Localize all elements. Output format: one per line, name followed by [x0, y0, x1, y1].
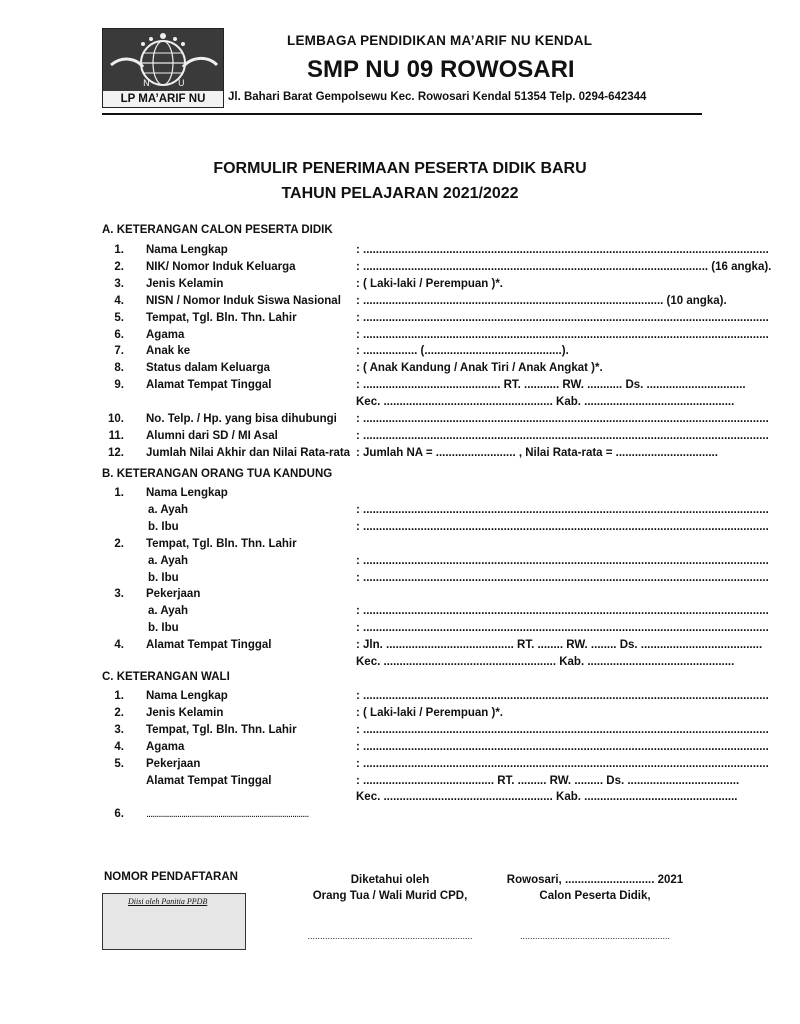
row-number: 1. [114, 690, 124, 702]
row-number: 2. [114, 260, 124, 273]
field-label: Agama [146, 328, 185, 341]
row-number: 4. [114, 639, 124, 652]
form-row [96, 791, 738, 807]
field-label: Tempat, Tgl. Bln. Thn. Lahir [146, 537, 297, 550]
form-row [96, 487, 706, 503]
field-label: Agama [146, 740, 185, 753]
form-title: FORMULIR PENERIMAAN PESERTA DIDIK BARU [213, 160, 587, 177]
form-row [96, 690, 769, 706]
field-label: b. Ibu [148, 571, 179, 584]
row-number: 8. [114, 362, 124, 375]
header-divider [102, 113, 702, 115]
field-label: Alamat Tempat Tinggal [146, 774, 272, 787]
row-number: 3. [114, 723, 124, 736]
field-label: Status dalam Keluarga [146, 362, 270, 375]
row-number: 3. [114, 277, 124, 290]
form-row [96, 379, 746, 395]
field-value[interactable]: : Jln. ........................................ RT. ........ RW. ........ Ds. ...................................... [356, 639, 763, 652]
field-label: Anak ke [146, 345, 191, 358]
form-row [96, 639, 763, 655]
nu-globe-icon [103, 29, 223, 91]
row-number: 4. [114, 294, 124, 307]
field-value[interactable]: Kec. ...................................................... Kab. .............................................. [356, 656, 735, 668]
section-a-heading: A. KETERANGAN CALON PESERTA DIDIK [102, 224, 333, 236]
field-value[interactable]: : ............................................................................................................................... [356, 328, 769, 341]
field-label: Tempat, Tgl. Bln. Thn. Lahir [146, 723, 297, 736]
field-label: Nama Lengkap [146, 244, 228, 256]
field-value[interactable]: : ............................................................................................................................... [356, 554, 769, 567]
field-value[interactable]: : ............................................................................................................................... [356, 723, 769, 736]
field-label: Pekerjaan [146, 588, 201, 601]
field-label: Alamat Tempat Tinggal [146, 639, 272, 652]
form-row [96, 656, 735, 672]
form-row [96, 723, 769, 740]
field-label: Nama Lengkap [146, 487, 228, 499]
field-value[interactable]: : ( Anak Kandung / Anak Tiri / Anak Angkat )*. [356, 362, 603, 375]
field-value[interactable]: : ( Laki-laki / Perempuan )*. [356, 277, 503, 290]
field-label: Jenis Kelamin [146, 706, 224, 719]
section-b-heading: B. KETERANGAN ORANG TUA KANDUNG [102, 468, 333, 480]
row-number: 7. [114, 345, 124, 358]
school-address: Jl. Bahari Barat Gempolsewu Kec. Rowosari Kendal 51354 Telp. 0294-642344 [228, 91, 647, 103]
svg-text:N: N [143, 79, 150, 89]
field-label: ............................................................................... [146, 808, 309, 821]
row-number: 6. [114, 328, 124, 341]
field-label: Pekerjaan [146, 757, 201, 770]
candidate-signature-line[interactable]: ............................................................ [519, 931, 671, 941]
field-label: No. Telp. / Hp. yang bisa dihubungi [146, 413, 337, 425]
candidate-label: Calon Peserta Didik, [539, 890, 651, 902]
form-row [96, 328, 769, 345]
form-row [96, 571, 769, 588]
field-value[interactable]: : ................. (...........................................). [356, 345, 569, 358]
field-label: a. Ayah [148, 605, 189, 618]
field-label: Jumlah Nilai Akhir dan Nilai Rata-rata [146, 446, 351, 459]
field-label: b. Ibu [148, 622, 179, 635]
row-number: 1. [114, 244, 124, 256]
field-value[interactable]: : .............................................................................................. (10 angka). [356, 294, 727, 307]
field-value[interactable]: : ............................................................................................................................... [356, 244, 769, 256]
registration-note: Diisi oleh Panitia PPDB [128, 897, 208, 906]
form-row [96, 774, 740, 791]
acknowledged-by: Diketahui oleh [350, 874, 430, 886]
field-value[interactable]: : Jumlah NA = ......................... , Nilai Rata-rata = ................................ [356, 446, 718, 459]
field-label: Nama Lengkap [146, 690, 228, 702]
row-number: 5. [114, 311, 124, 324]
form-row [96, 244, 769, 260]
field-label: a. Ayah [148, 554, 189, 567]
field-label: a. Ayah [148, 503, 189, 516]
field-value[interactable]: : ( Laki-laki / Perempuan )*. [356, 706, 503, 719]
row-number: 5. [114, 757, 124, 770]
field-label: NISN / Nomor Induk Siswa Nasional [146, 294, 341, 307]
form-row [96, 294, 727, 311]
form-row [96, 311, 769, 328]
field-label: Tempat, Tgl. Bln. Thn. Lahir [146, 311, 297, 324]
form-row [96, 520, 769, 537]
registration-number-label: NOMOR PENDAFTARAN [104, 871, 238, 883]
svg-text:U: U [178, 79, 185, 89]
form-row [96, 396, 735, 412]
row-number: 11. [108, 429, 124, 442]
field-value[interactable]: : ............................................................................................................................... [356, 740, 769, 753]
parent-guardian-label: Orang Tua / Wali Murid CPD, [312, 890, 468, 902]
registration-number-box[interactable] [102, 893, 246, 950]
section-c-heading: C. KETERANGAN WALI [102, 671, 230, 683]
field-label: NIK/ Nomor Induk Keluarga [146, 260, 296, 273]
form-row [96, 446, 718, 463]
form-row [96, 757, 769, 774]
school-logo [102, 28, 224, 108]
field-value[interactable]: : ............................................................................................................................... [356, 413, 769, 425]
row-number: 2. [114, 706, 124, 719]
place-date: Rowosari, ............................ 2021 [506, 874, 684, 886]
row-number: 4. [114, 740, 124, 753]
field-label: Jenis Kelamin [146, 277, 224, 290]
form-row [96, 362, 706, 378]
field-value[interactable]: : ............................................................................................................................... [356, 311, 769, 324]
school-name: SMP NU 09 ROWOSARI [307, 56, 575, 83]
form-row [96, 413, 769, 429]
row-number: 10. [108, 413, 124, 425]
row-number: 2. [114, 537, 124, 550]
row-number: 6. [114, 808, 124, 821]
form-subtitle: TAHUN PELAJARAN 2021/2022 [281, 185, 519, 202]
form-row [96, 740, 769, 757]
field-value[interactable]: : ......................................... RT. ......... RW. ......... Ds. ................................... [356, 774, 740, 787]
institution-name: LEMBAGA PENDIDIKAN MA’ARIF NU KENDAL [287, 33, 593, 48]
field-label: Alumni dari SD / MI Asal [146, 429, 278, 442]
form-row [96, 260, 772, 277]
form-row [96, 429, 769, 446]
field-value[interactable]: : ............................................................................................................................... [356, 605, 769, 618]
field-label: b. Ibu [148, 520, 179, 533]
form-row [96, 707, 706, 723]
form-row [96, 278, 706, 294]
field-value[interactable]: : ............................................................................................................................... [356, 503, 769, 516]
form-row [96, 588, 706, 604]
form-row [96, 605, 769, 621]
field-value[interactable]: : ............................................................................................................ (16 angka). [356, 260, 772, 273]
row-number: 1. [114, 487, 124, 499]
form-row [96, 554, 769, 571]
row-number: 3. [114, 588, 124, 601]
field-value[interactable]: : ............................................................................................................................... [356, 622, 769, 635]
logo-caption: LP MA’ARIF NU [103, 91, 223, 107]
row-number: 12. [108, 446, 124, 459]
field-value[interactable]: : ............................................................................................................................... [356, 429, 769, 442]
field-label: Alamat Tempat Tinggal [146, 379, 272, 392]
form-row [96, 503, 769, 520]
form-row [96, 538, 706, 554]
field-value[interactable]: : ............................................................................................................................... [356, 520, 769, 533]
form-row [96, 808, 706, 824]
row-number: 9. [114, 379, 124, 392]
field-value[interactable]: Kec. ..................................................... Kab. ................................................ [356, 791, 738, 804]
field-value[interactable]: : ........................................... RT. ........... RW. ........... Ds. ............................... [356, 379, 746, 392]
parent-signature-line[interactable]: .................................................................. [307, 931, 473, 941]
field-value[interactable]: : ............................................................................................................................... [356, 690, 769, 702]
field-value[interactable]: Kec. ..................................................... Kab. ............................................... [356, 396, 735, 409]
field-value[interactable]: : ............................................................................................................................... [356, 571, 769, 584]
form-row [96, 622, 769, 638]
form-row [96, 345, 706, 361]
field-value[interactable]: : ............................................................................................................................... [356, 757, 769, 770]
